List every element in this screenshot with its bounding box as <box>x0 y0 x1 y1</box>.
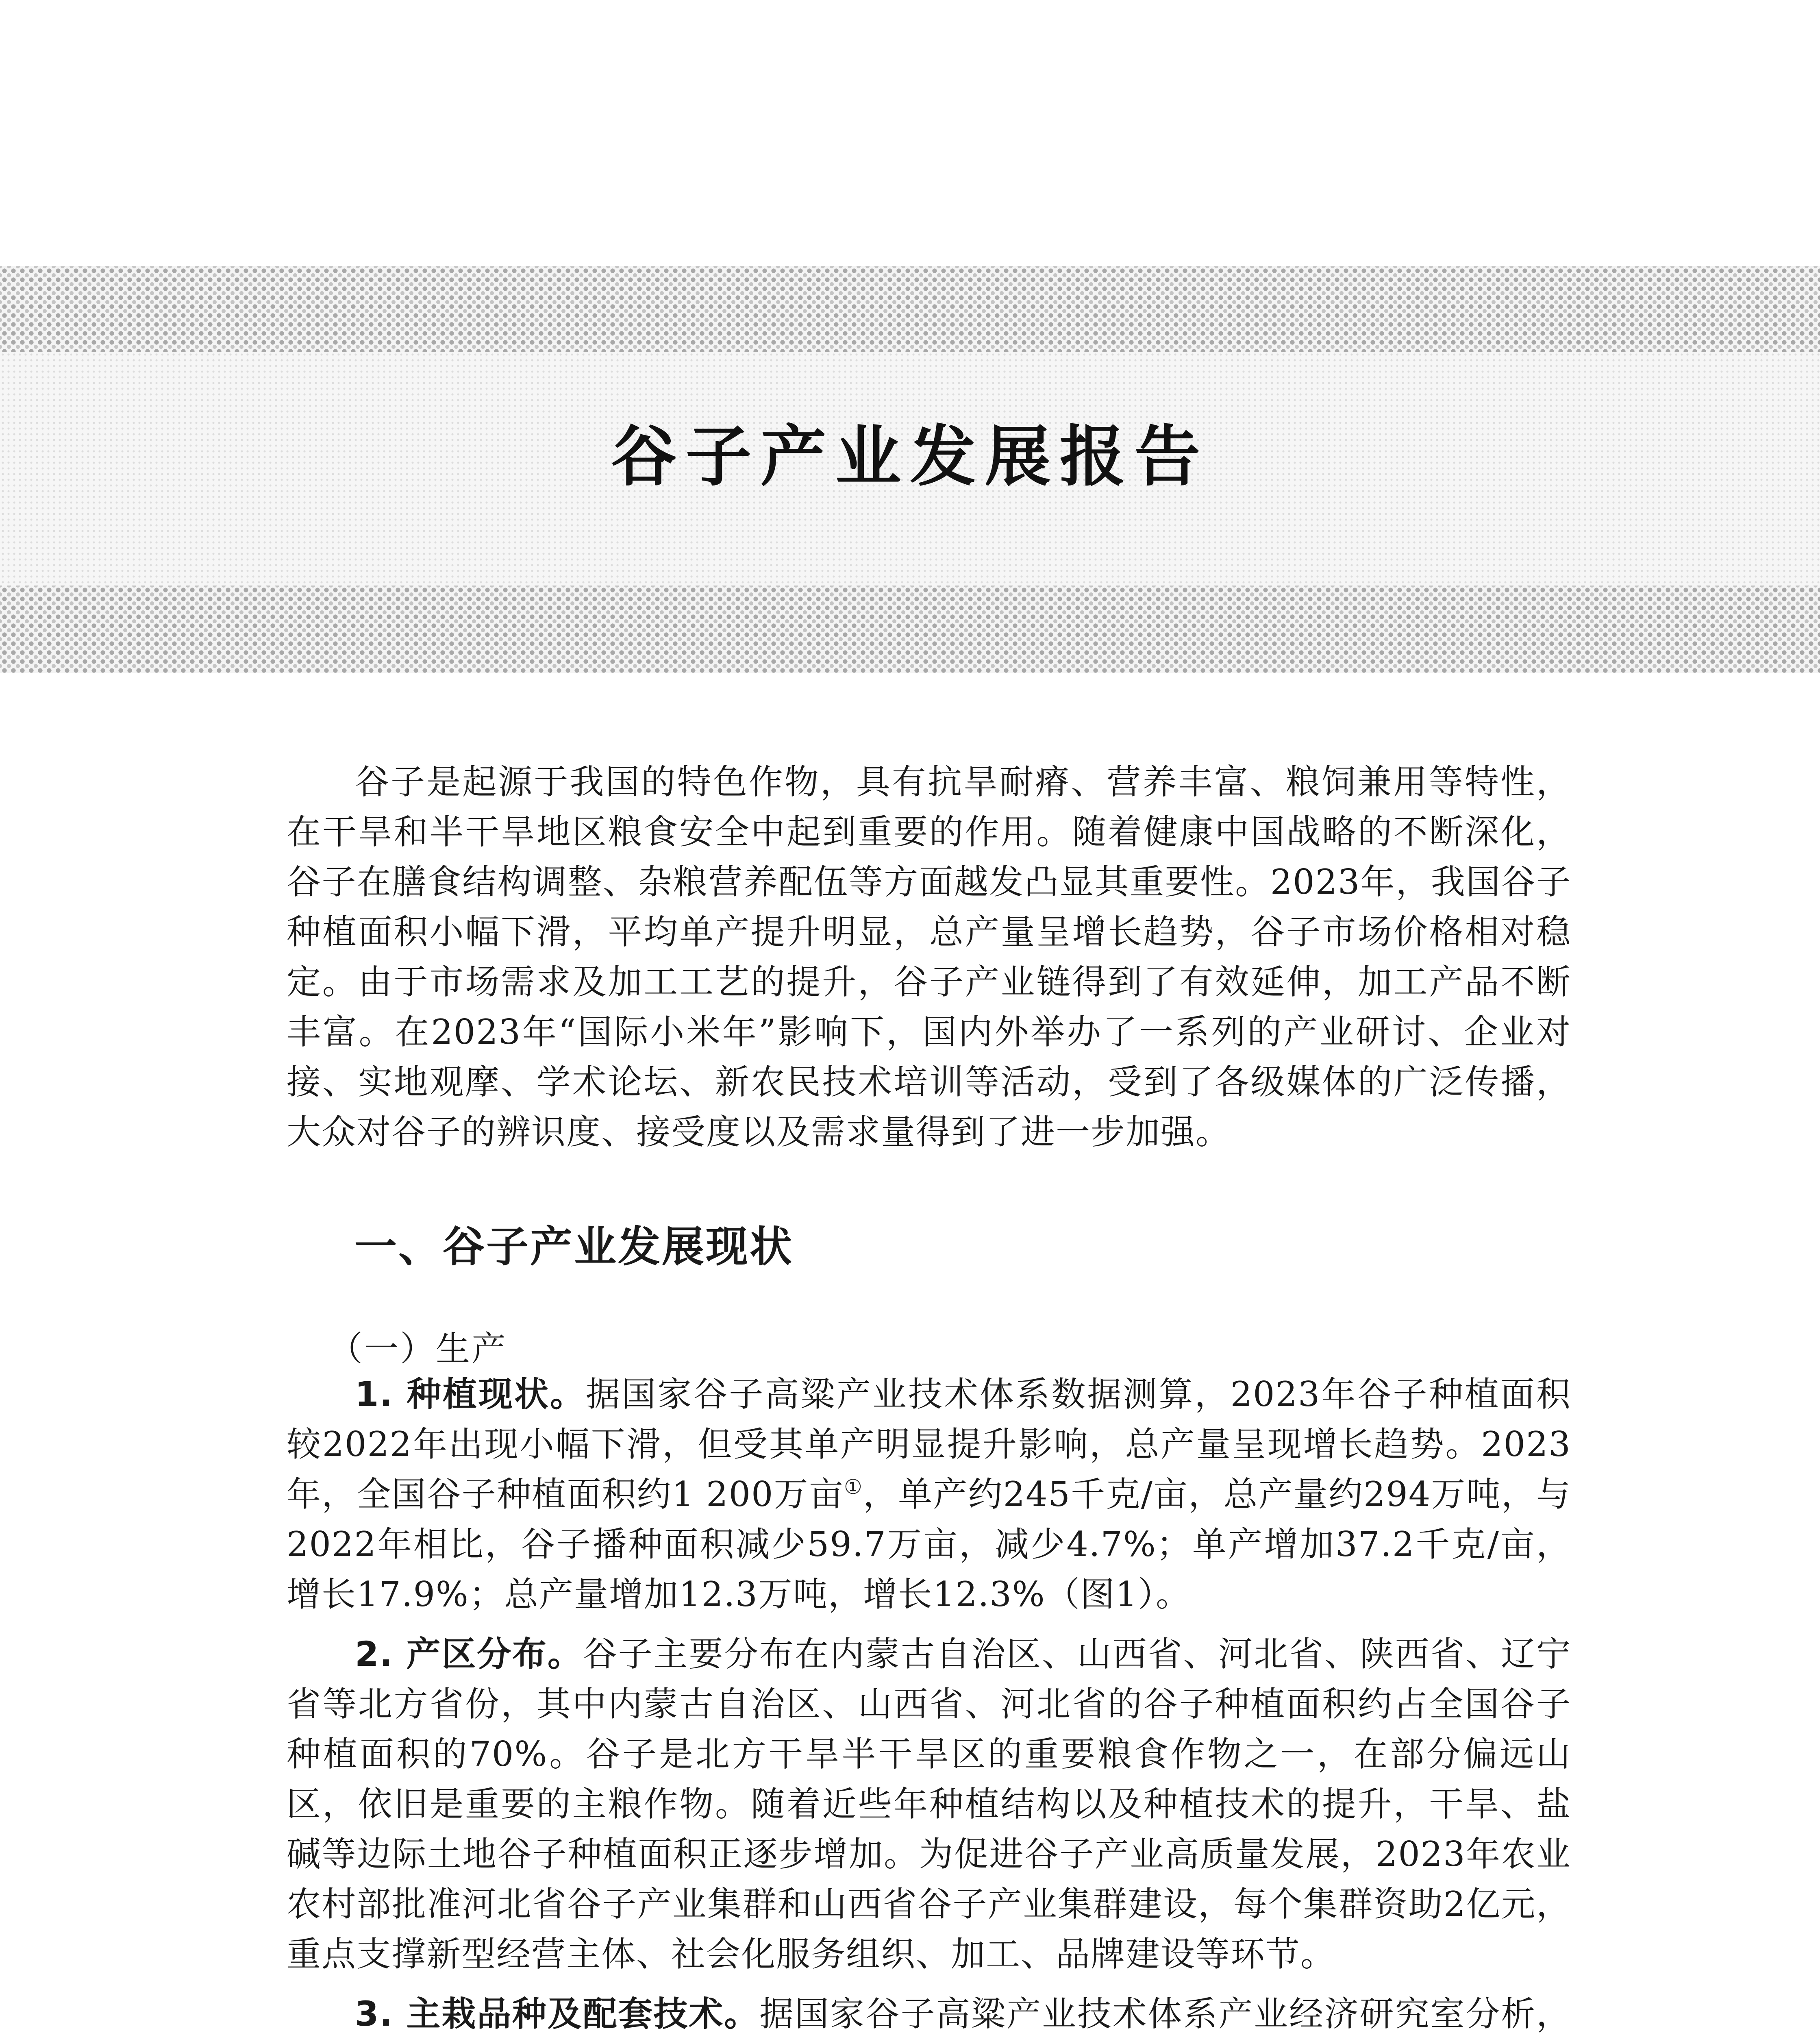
title-banner <box>0 266 1820 673</box>
paragraph-text: 据国家谷子高粱产业技术体系产业经济研究室分析， <box>759 1994 1571 2033</box>
production-section <box>287 1369 1571 2033</box>
paragraph-production-regions <box>287 1629 1571 1979</box>
intro-paragraph: 谷子是起源于我国的特色作物，具有抗旱耐瘠、营养丰富、粮饲兼用等特性，在干旱和半干旱地区粮食安全中起到重要的作用。随着健康中国战略的不断深化，谷子在膳食结构调整、杂粮营养配伍等方面越发凸显其重要性。2023年，我国谷子种植面积小幅下滑，平均单产提升明显，总产量呈增长趋势，谷子市场价格相对稳定。由于市场需求及加工工艺的提升，谷子产业链得到了有效延伸，加工产品不断丰富。在2023年“国际小米年”影响下，国内外举办了一系列的产业研讨、企业对接、实地观摩、学术论坛、新农民技术培训等活动，受到了各级媒体的广泛传播，大众对谷子的辨识度、接受度以及需求量得到了进一步加强。 <box>287 762 1571 1152</box>
paragraph-text: 据国家谷子高粱产业技术体系数据测算，2023年谷子种植面积较2022年出现小幅下滑，但受其单产明显提升影响，总产量呈现增长趋势。2023年，全国谷子种植面积约1 200万亩 <box>287 1374 1571 1514</box>
paragraph-main-varieties <box>287 1989 1571 2033</box>
paragraph-text: 谷子主要分布在内蒙古自治区、山西省、河北省、陕西省、辽宁省等北方省份，其中内蒙古自治区、山西省、河北省的谷子种植面积约占全国谷子种植面积的70%。谷子是北方干旱半干旱区的重要粮食作物之一，在部分偏远山区，依旧是重要的主粮作物。随着近些年种植结构以及种植技术的提升，干旱、盐碱等边际土地谷子种植面积正逐步增加。为促进谷子产业高质量发展，2023年农业农村部批准河北省谷子产业集群和山西省谷子产业集群建设，每个集群资助2亿元，重点支撑新型经营主体、社会化服务组织、加工、品牌建设等环节。 <box>287 1634 1571 1974</box>
paragraph-text: ，单产约245千克/亩，总产量约294万吨，与2022年相比，谷子播种面积减少59.7万亩，减少4.7%；单产增加37.2千克/亩，增长17.9%；总产量增加12.3万吨，增长12.3%（图1）。 <box>287 1474 1571 1614</box>
intro-section <box>287 757 1571 1167</box>
banner-pattern-top <box>0 266 1820 352</box>
subsection-heading: （一）生产 <box>328 1329 508 1369</box>
footnote-reference[interactable]: ① <box>844 1475 863 1499</box>
banner-pattern-bottom <box>0 586 1820 673</box>
section-heading: 一、谷子产业发展现状 <box>354 1222 794 1271</box>
paragraph-lead: 3. 主栽品种及配套技术。 <box>355 1994 760 2033</box>
page-title: 谷子产业发展报告 <box>611 419 1209 495</box>
paragraph-planting-status <box>287 1369 1571 1619</box>
paragraph-lead: 2. 产区分布。 <box>355 1634 583 1674</box>
paragraph-lead: 1. 种植现状。 <box>355 1374 586 1414</box>
